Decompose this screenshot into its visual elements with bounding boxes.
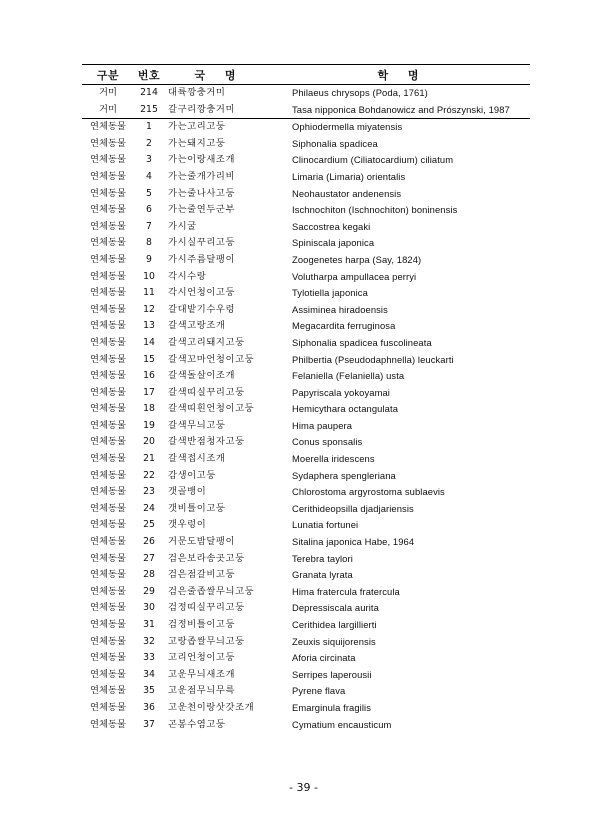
- cell-group: 연체동물: [90, 220, 126, 232]
- cell-scientific-name: Tasa nipponica Bohdanowicz and Prószynski, 1987: [274, 102, 530, 119]
- table-row: [82, 169, 530, 186]
- cell-scientific-name: Saccostrea kegaki: [292, 220, 371, 232]
- table-row: [82, 634, 530, 651]
- cell-korean-name: 갈색접시조개: [168, 453, 226, 465]
- cell-number: 6: [146, 204, 152, 216]
- cell-scientific-name: Conus sponsalis: [292, 436, 363, 448]
- cell-korean-name: 갈구리깡충거미: [164, 102, 274, 119]
- table-row: [82, 517, 530, 534]
- cell-group: 연체동물: [90, 519, 126, 531]
- cell-number: 1: [146, 121, 152, 133]
- cell-group: 연체동물: [90, 585, 126, 597]
- cell-korean-name: 곤봉수염고둥: [168, 718, 226, 730]
- cell-scientific-name: Depressiscala aurita: [292, 602, 379, 614]
- cell-scientific-name: Serripes laperousii: [292, 668, 372, 680]
- cell-number: 14: [143, 336, 155, 348]
- cell-scientific-name: Tylotiella japonica: [292, 287, 368, 299]
- table-row: [82, 534, 530, 551]
- cell-group: 연체동물: [90, 701, 126, 713]
- cell-korean-name: 갈색돌살이조개: [168, 370, 236, 382]
- table-row: [82, 202, 530, 219]
- cell-scientific-name: Terebra taylori: [292, 552, 353, 564]
- table-row: [82, 318, 530, 335]
- cell-group: 연체동물: [90, 270, 126, 282]
- cell-scientific-name: Hima paupera: [292, 419, 353, 431]
- cell-scientific-name: Spiniscala japonica: [292, 237, 375, 249]
- cell-korean-name: 고리언청이고둥: [168, 652, 236, 664]
- cell-number: 28: [143, 569, 155, 581]
- cell-group: 거미: [99, 87, 117, 98]
- cell-number: 24: [143, 502, 155, 514]
- cell-number: 31: [143, 619, 155, 630]
- cell-number: 214: [140, 87, 158, 98]
- table-row: [82, 434, 530, 451]
- cell-korean-name: 가는돼지고둥: [168, 137, 226, 149]
- cell-number: 35: [143, 685, 155, 697]
- cell-korean-name: 검은점갈비고둥: [168, 569, 236, 581]
- cell-scientific-name: Sydaphera spengleriana: [292, 469, 396, 481]
- cell-number: 7: [146, 220, 152, 232]
- table-body: [82, 85, 530, 734]
- table-row: [82, 468, 530, 485]
- cell-group: 연체동물: [90, 635, 126, 647]
- species-table-container: [82, 64, 530, 733]
- cell-scientific-name: Emarginula fragilis: [292, 701, 372, 713]
- table-row: [82, 700, 530, 717]
- cell-number: 16: [143, 370, 155, 382]
- cell-korean-name: 가는줄연두군부: [168, 204, 236, 216]
- cell-korean-name: 각시수랑: [168, 270, 207, 282]
- cell-korean-name: 가시실꾸리고둥: [168, 237, 236, 249]
- cell-number: 22: [143, 469, 155, 481]
- cell-korean-name: 가는고리고둥: [168, 121, 226, 133]
- cell-korean-name: 고운점무늬무륵: [168, 685, 236, 697]
- header-number: 번호: [134, 65, 164, 85]
- cell-number: 4: [146, 170, 152, 182]
- cell-group: 연체동물: [90, 502, 126, 514]
- cell-korean-name: 갈색꼬마언청이고둥: [168, 353, 255, 365]
- table-row: [82, 252, 530, 269]
- cell-scientific-name: Cerithideopsilla djadjariensis: [292, 502, 414, 514]
- table-row: [82, 335, 530, 352]
- cell-korean-name: 가는줄나사고둥: [168, 187, 236, 199]
- cell-group: 연체동물: [90, 403, 126, 415]
- cell-scientific-name: Lunatia fortunei: [292, 519, 359, 531]
- cell-scientific-name: Papyriscala yokoyamai: [292, 386, 390, 398]
- cell-group: 연체동물: [90, 154, 126, 166]
- cell-group: 연체동물: [90, 602, 126, 614]
- cell-scientific-name: Siphonalia spadicea fuscolineata: [292, 336, 432, 348]
- cell-number: 3: [146, 154, 152, 166]
- cell-group: 연체동물: [90, 303, 126, 315]
- cell-scientific-name: Volutharpa ampullacea perryi: [292, 270, 417, 282]
- cell-korean-name: 갈대밭기수우렁: [168, 303, 236, 315]
- cell-scientific-name: Pyrene flava: [292, 685, 346, 697]
- cell-korean-name: 갈색고랑조개: [168, 320, 226, 332]
- cell-scientific-name: Cerithidea largillierti: [292, 619, 377, 630]
- cell-group: 연체동물: [90, 170, 126, 182]
- cell-group: 연체동물: [90, 204, 126, 216]
- cell-group: 연체동물: [90, 253, 126, 265]
- cell-scientific-name: Felaniella (Felaniella) usta: [292, 370, 405, 382]
- cell-group: 연체동물: [90, 137, 126, 149]
- cell-scientific-name: Philbertia (Pseudodaphnella) leuckarti: [292, 353, 454, 365]
- cell-group: 연체동물: [90, 320, 126, 332]
- cell-korean-name: 갯골뱅이: [168, 486, 207, 498]
- cell-korean-name: 갈색띠흰언청이고둥: [168, 403, 255, 415]
- cell-korean-name: 고운천이랑삿갓조개: [168, 701, 255, 713]
- cell-group: 연체동물: [90, 187, 126, 199]
- header-scientific-name: 학 명: [274, 65, 530, 85]
- cell-number: 32: [143, 635, 155, 647]
- cell-scientific-name: Hemicythara octangulata: [292, 403, 399, 415]
- header-group: 구분: [82, 65, 134, 85]
- cell-group: 연체동물: [90, 685, 126, 697]
- cell-number: 30: [143, 602, 155, 614]
- cell-group: 연체동물: [90, 469, 126, 481]
- cell-group: 연체동물: [90, 718, 126, 730]
- cell-korean-name: 검은보라송곳고둥: [168, 552, 245, 564]
- cell-korean-name: 대륙깡충거미: [168, 87, 226, 98]
- cell-korean-name: 갈색무늬고둥: [168, 419, 226, 431]
- cell-scientific-name: Megacardita ferruginosa: [292, 320, 396, 332]
- cell-number: 33: [143, 652, 155, 664]
- cell-number: 17: [143, 386, 155, 398]
- table-row: [82, 600, 530, 617]
- cell-scientific-name: Zoogenetes harpa (Say, 1824): [292, 253, 422, 265]
- cell-korean-name: 가는줄개가리비: [168, 170, 236, 182]
- table-header: [82, 65, 530, 85]
- cell-number: 36: [143, 701, 155, 713]
- table-row: [82, 186, 530, 203]
- cell-number: 13: [143, 320, 155, 332]
- table-row: [82, 484, 530, 501]
- cell-number: 2: [146, 137, 152, 149]
- cell-group: 연체동물: [90, 569, 126, 581]
- cell-group: 연체동물: [90, 652, 126, 664]
- cell-number: 9: [146, 253, 152, 265]
- cell-korean-name: 가시굴: [168, 220, 197, 232]
- table-row: [82, 501, 530, 518]
- table-row: [82, 567, 530, 584]
- cell-group: 연체동물: [90, 287, 126, 299]
- cell-group: 연체동물: [90, 336, 126, 348]
- cell-korean-name: 각시언청이고둥: [168, 287, 236, 299]
- table-row: [82, 551, 530, 568]
- table-row: [82, 650, 530, 667]
- cell-group: 연체동물: [90, 486, 126, 498]
- cell-group: 연체동물: [90, 436, 126, 448]
- table-row: [82, 269, 530, 286]
- cell-korean-name: 갈색고리돼지고둥: [168, 336, 245, 348]
- cell-scientific-name: Ischnochiton (Ischnochiton) boninensis: [292, 204, 458, 216]
- cell-korean-name: 거문도밤달팽이: [168, 536, 236, 548]
- cell-number: 37: [143, 718, 155, 730]
- cell-group: 연체동물: [90, 121, 126, 133]
- cell-korean-name: 감생이고둥: [168, 469, 216, 481]
- table-row: [82, 401, 530, 418]
- cell-scientific-name: Sitalina japonica Habe, 1964: [292, 536, 415, 548]
- cell-scientific-name: Cymatium encausticum: [292, 718, 392, 730]
- table-row: [82, 584, 530, 601]
- table-row: [82, 418, 530, 435]
- cell-group: 연체동물: [90, 370, 126, 382]
- table-row: [82, 235, 530, 252]
- cell-group: 연체동물: [90, 419, 126, 431]
- table-row: [82, 136, 530, 153]
- cell-number: 34: [143, 668, 155, 680]
- cell-scientific-name: Clinocardium (Ciliatocardium) ciliatum: [292, 154, 454, 166]
- cell-korean-name: 검정띠실꾸리고둥: [168, 602, 245, 614]
- table-row: [82, 119, 530, 136]
- cell-korean-name: 가는이랑새조개: [168, 154, 236, 166]
- table-row: [82, 85, 530, 102]
- table-row: [82, 451, 530, 468]
- cell-scientific-name: Siphonalia spadicea: [292, 137, 378, 149]
- table-row: [82, 617, 530, 634]
- table-row: [82, 385, 530, 402]
- cell-number: 21: [143, 453, 155, 465]
- cell-number: 11: [143, 287, 155, 299]
- cell-korean-name: 가시주름달팽이: [168, 253, 236, 265]
- cell-korean-name: 갯우렁이: [168, 519, 207, 531]
- cell-number: 18: [143, 403, 155, 415]
- cell-group: 연체동물: [90, 619, 126, 630]
- table-row: [82, 152, 530, 169]
- species-table: [82, 64, 530, 733]
- table-row: [82, 219, 530, 236]
- table-row: [82, 683, 530, 700]
- table-row: [82, 285, 530, 302]
- cell-group: 연체동물: [90, 237, 126, 249]
- cell-number: 15: [143, 353, 155, 365]
- cell-scientific-name: Hima fratercula fratercula: [292, 585, 400, 597]
- cell-korean-name: 갈색반점청자고둥: [168, 436, 245, 448]
- cell-scientific-name: Assiminea hiradoensis: [292, 303, 388, 315]
- cell-group: 거미: [82, 102, 134, 119]
- cell-group: 연체동물: [90, 536, 126, 548]
- table-row: [82, 667, 530, 684]
- cell-korean-name: 고운무늬새조개: [168, 668, 236, 680]
- cell-number: 19: [143, 419, 155, 431]
- header-korean-name: 국 명: [164, 65, 274, 85]
- cell-korean-name: 검정비틀이고둥: [168, 619, 236, 630]
- cell-scientific-name: Zeuxis siquijorensis: [292, 635, 376, 647]
- table-row: [82, 717, 530, 734]
- cell-scientific-name: Chlorostoma argyrostoma sublaevis: [292, 486, 445, 498]
- cell-number: 25: [143, 519, 155, 531]
- cell-group: 연체동물: [90, 353, 126, 365]
- cell-number: 215: [134, 102, 164, 119]
- cell-korean-name: 고랑좁쌀무늬고둥: [168, 635, 245, 647]
- cell-korean-name: 갈색띠실꾸리고둥: [168, 386, 245, 398]
- cell-number: 5: [146, 187, 152, 199]
- cell-number: 12: [143, 303, 155, 315]
- cell-scientific-name: Limaria (Limaria) orientalis: [292, 170, 406, 182]
- cell-scientific-name: Philaeus chrysops (Poda, 1761): [292, 87, 428, 98]
- cell-group: 연체동물: [90, 552, 126, 564]
- cell-group: 연체동물: [90, 453, 126, 465]
- cell-number: 8: [146, 237, 152, 249]
- cell-number: 27: [143, 552, 155, 564]
- cell-number: 20: [143, 436, 155, 448]
- table-row: [82, 352, 530, 369]
- cell-group: 연체동물: [90, 668, 126, 680]
- cell-group: 연체동물: [90, 386, 126, 398]
- cell-scientific-name: Moerella iridescens: [292, 453, 375, 465]
- table-row: [82, 102, 530, 119]
- cell-korean-name: 검은줄좁쌀무늬고둥: [168, 585, 255, 597]
- cell-scientific-name: Ophiodermella miyatensis: [292, 121, 403, 133]
- cell-number: 26: [143, 536, 155, 548]
- cell-number: 23: [143, 486, 155, 498]
- cell-number: 29: [143, 585, 155, 597]
- cell-korean-name: 갯비틀이고둥: [168, 502, 226, 514]
- table-row: [82, 368, 530, 385]
- table-row: [82, 302, 530, 319]
- cell-scientific-name: Neohaustator andenensis: [292, 187, 402, 199]
- page-number: - 39 -: [289, 781, 318, 794]
- cell-number: 10: [143, 270, 155, 282]
- cell-scientific-name: Aforia circinata: [292, 652, 356, 664]
- cell-scientific-name: Granata lyrata: [292, 569, 353, 581]
- header-row: [82, 65, 530, 85]
